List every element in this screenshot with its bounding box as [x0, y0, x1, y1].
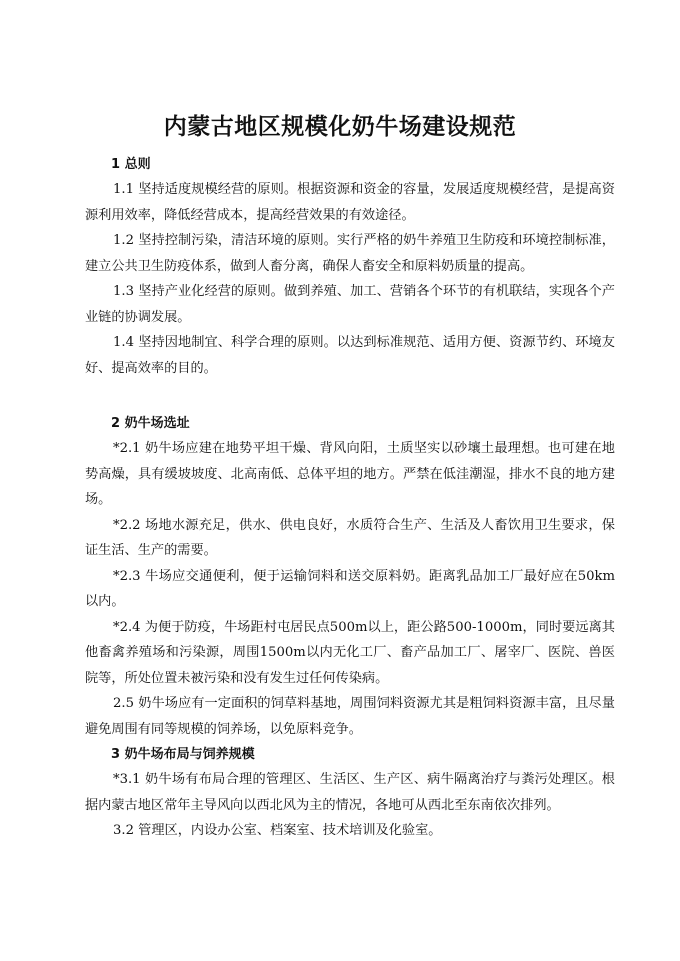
- document-body: [85, 152, 615, 844]
- section-layout-scale: [85, 742, 615, 844]
- document-title: 内蒙古地区规模化奶牛场建设规范: [163, 114, 517, 140]
- paragraph: 2.5 奶牛场应有一定面积的饲草料基地，周围饲料资源尤其是粗饲料资源丰富，且尽量避免周围有同等规模的饲养场，以免原料竞争。: [85, 696, 615, 737]
- paragraph: 1.1 坚持适度规模经营的原则。根据资源和资金的容量，发展适度规模经营，是提高资源利用效率，降低经营成本，提高经营效果的有效途径。: [85, 182, 615, 223]
- section-site-selection: [85, 411, 615, 742]
- paragraph: 1.4 坚持因地制宜、科学合理的原则。以达到标准规范、适用方便、资源节约、环境友好、提高效率的目的。: [85, 335, 615, 376]
- paragraph: 3.2 管理区，内设办公室、档案室、技术培训及化验室。: [113, 823, 442, 838]
- section-heading: 3 奶牛场布局与饲养规模: [111, 747, 255, 762]
- section-heading: 2 奶牛场选址: [111, 416, 190, 431]
- section-general: [85, 152, 615, 381]
- paragraph: *3.1 奶牛场有布局合理的管理区、生活区、生产区、病牛隔离治疗与粪污处理区。根据内蒙古地区常年主导风向以西北风为主的情况，各地可从西北至东南依次排列。: [85, 772, 615, 813]
- paragraph: *2.2 场地水源充足，供水、供电良好，水质符合生产、生活及人畜饮用卫生要求，保证生活、生产的需要。: [85, 517, 615, 558]
- section-heading: 1 总则: [111, 157, 151, 172]
- paragraph: *2.3 牛场应交通便利，便于运输饲料和送交原料奶。距离乳品加工厂最好应在50km以内。: [85, 568, 615, 609]
- paragraph: *2.4 为便于防疫，牛场距村屯居民点500m以上，距公路500-1000m，同时要远离其他畜禽养殖场和污染源，周围1500m以内无化工厂、畜产品加工厂、屠宰厂、医院、兽医院等，所处位置未被污染和没有发生过任何传染病。: [85, 619, 615, 686]
- paragraph: *2.1 奶牛场应建在地势平坦干燥、背风向阳，土质坚实以砂壤土最理想。也可建在地势高燥，具有缓坡坡度、北高南低、总体平坦的地方。严禁在低洼潮湿，排水不良的地方建场。: [85, 441, 615, 507]
- paragraph: 1.2 坚持控制污染，清洁环境的原则。实行严格的奶牛养殖卫生防疫和环境控制标准，建立公共卫生防疫体系，做到人畜分离，确保人畜安全和原料奶质量的提高。: [85, 233, 615, 274]
- paragraph: 1.3 坚持产业化经营的原则。做到养殖、加工、营销各个环节的有机联结，实现各个产业链的协调发展。: [85, 284, 615, 325]
